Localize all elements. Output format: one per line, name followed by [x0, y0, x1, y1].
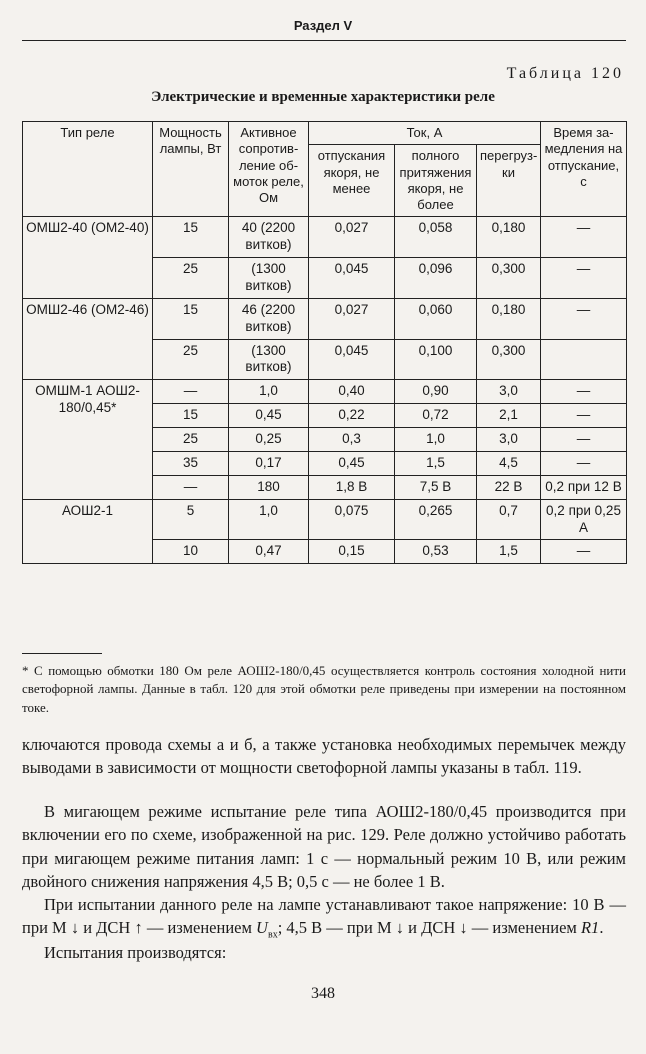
cell-overload: 0,180 [477, 298, 541, 339]
page-number: 348 [311, 985, 335, 1002]
header-power: Мощность лампы, Вт [153, 122, 229, 217]
cell-release: 0,027 [309, 217, 395, 258]
paragraph-2: В мигающем режиме испытание реле типа АОШ2-180/0,45 производится при включении его по схеме, изображенной на рис. 129. Реле должно устойчиво работать при мигающем режиме питания ламп: 1 с — нормальный режим 10 В, или режим двойного снижения напряжения 4,5 В; 0,5 с — не более 1 В. [22, 802, 626, 892]
cell-release: 0,3 [309, 428, 395, 452]
cell-attract: 0,060 [395, 298, 477, 339]
cell-resistance: 180 [229, 475, 309, 499]
cell-power: 5 [153, 499, 229, 540]
table-row [23, 298, 627, 339]
cell-overload: 3,0 [477, 428, 541, 452]
table-title: Электрические и временные характеристики реле [151, 89, 495, 105]
cell-overload: 0,300 [477, 339, 541, 380]
cell-delay: — [541, 404, 627, 428]
cell-resistance: (1300 витков) [229, 258, 309, 299]
cell-relay-type: ОМШМ-1 АОШ2-180/0,45* [23, 380, 153, 499]
cell-delay: — [541, 451, 627, 475]
table-number: Таблица 120 [506, 65, 624, 82]
cell-resistance: 0,17 [229, 451, 309, 475]
cell-overload: 0,180 [477, 217, 541, 258]
cell-attract: 7,5 В [395, 475, 477, 499]
cell-delay: — [541, 298, 627, 339]
cell-power: 25 [153, 428, 229, 452]
relay-characteristics-table [22, 121, 627, 564]
cell-power: 15 [153, 217, 229, 258]
footnote-rule [22, 653, 102, 654]
paragraph-1: ключаются провода схемы а и б, а также установка необходимых перемычек между выводами в зависимости от мощности светофорной лампы указаны в табл. 119. [22, 735, 626, 778]
cell-attract: 0,096 [395, 258, 477, 299]
cell-release: 0,22 [309, 404, 395, 428]
paragraph-4: Испытания производятся: [44, 943, 227, 962]
cell-power: 25 [153, 339, 229, 380]
cell-release: 0,15 [309, 540, 395, 564]
cell-overload: 22 В [477, 475, 541, 499]
cell-overload: 3,0 [477, 380, 541, 404]
cell-resistance: 0,47 [229, 540, 309, 564]
cell-resistance: 1,0 [229, 499, 309, 540]
cell-delay: — [541, 217, 627, 258]
table-row [23, 380, 627, 404]
table-row [23, 217, 627, 258]
cell-overload: 0,300 [477, 258, 541, 299]
cell-overload: 0,7 [477, 499, 541, 540]
paragraph-3 [22, 893, 626, 943]
cell-release: 0,40 [309, 380, 395, 404]
cell-delay: — [541, 258, 627, 299]
cell-delay: — [541, 540, 627, 564]
paragraph-3-end: . [599, 918, 604, 938]
cell-resistance: 1,0 [229, 380, 309, 404]
cell-power: 25 [153, 258, 229, 299]
cell-attract: 0,265 [395, 499, 477, 540]
header-attract: полного притяжения якоря, не более [395, 145, 477, 217]
cell-delay: — [541, 380, 627, 404]
table-row [23, 499, 627, 540]
header-overload: перегрузки [477, 145, 541, 217]
cell-power: — [153, 475, 229, 499]
paragraph-3-text-b: ; 4,5 В — при М ↓ и ДСН ↓ — изменением [277, 918, 581, 938]
paragraph-3-text-a: При испытании данного реле на лампе устанавливают такое напряжение: 10 В — при М ↓ и ДСН ↑ — изменением [22, 895, 626, 938]
header-delay: Время замедления на отпускание, с [541, 122, 627, 217]
cell-attract: 0,72 [395, 404, 477, 428]
cell-overload: 2,1 [477, 404, 541, 428]
cell-relay-type: ОМШ2-46 (ОМ2-46) [23, 298, 153, 380]
header-type: Тип реле [23, 122, 153, 217]
header-release: отпускания якоря, не менее [309, 145, 395, 217]
cell-delay: 0,2 при 12 В [541, 475, 627, 499]
cell-power: 15 [153, 404, 229, 428]
cell-resistance: 46 (2200 витков) [229, 298, 309, 339]
cell-relay-type: ОМШ2-40 (ОМ2-40) [23, 217, 153, 299]
cell-relay-type: АОШ2-1 [23, 499, 153, 564]
cell-delay: — [541, 428, 627, 452]
cell-attract: 0,90 [395, 380, 477, 404]
cell-resistance: 0,25 [229, 428, 309, 452]
header-current-group: Ток, А [309, 122, 541, 145]
cell-attract: 0,53 [395, 540, 477, 564]
cell-release: 0,027 [309, 298, 395, 339]
cell-resistance: 40 (2200 витков) [229, 217, 309, 258]
cell-attract: 0,058 [395, 217, 477, 258]
cell-power: 35 [153, 451, 229, 475]
cell-release: 0,075 [309, 499, 395, 540]
header-resistance: Активное сопротивление обмоток реле, Ом [229, 122, 309, 217]
paragraph-3-u: U [256, 918, 268, 938]
cell-attract: 1,5 [395, 451, 477, 475]
header-rule [22, 40, 626, 41]
paragraph-3-sub: вх [267, 929, 278, 941]
cell-power: 15 [153, 298, 229, 339]
cell-delay [541, 339, 627, 380]
cell-attract: 1,0 [395, 428, 477, 452]
footnote: * С помощью обмотки 180 Ом реле АОШ2-180/0,45 осуществляется контроль состояния холодной нити светофорной лампы. Данные в табл. 120 для этой обмотки реле приведены при измерении на постоянном токе. [22, 663, 626, 715]
paragraph-3-r1: R1 [580, 918, 600, 938]
cell-attract: 0,100 [395, 339, 477, 380]
cell-power: 10 [153, 540, 229, 564]
cell-release: 1,8 В [309, 475, 395, 499]
table-header-row [23, 122, 627, 145]
cell-overload: 4,5 [477, 451, 541, 475]
cell-delay: 0,2 при 0,25 А [541, 499, 627, 540]
cell-resistance: 0,45 [229, 404, 309, 428]
cell-release: 0,45 [309, 451, 395, 475]
cell-release: 0,045 [309, 258, 395, 299]
cell-release: 0,045 [309, 339, 395, 380]
cell-resistance: (1300 витков) [229, 339, 309, 380]
cell-overload: 1,5 [477, 540, 541, 564]
cell-power: — [153, 380, 229, 404]
running-head: Раздел V [293, 18, 353, 33]
